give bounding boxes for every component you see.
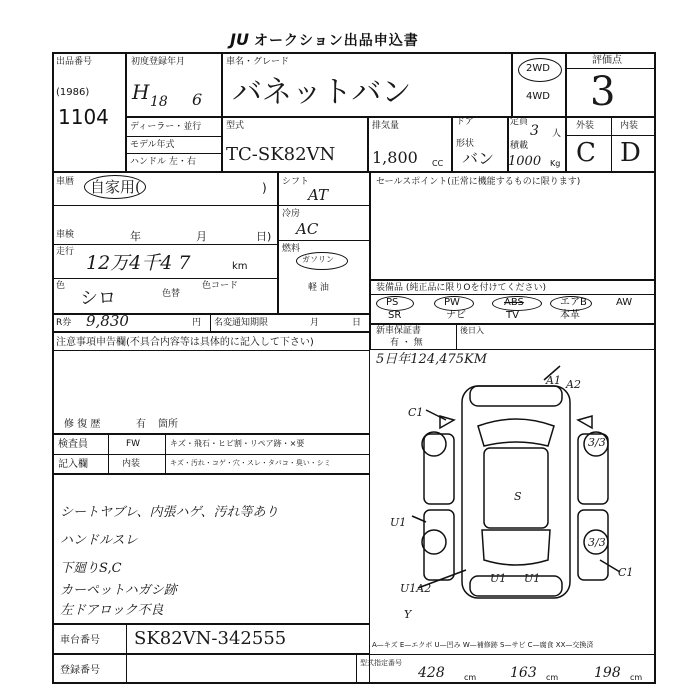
name-change-day: 日	[352, 318, 362, 328]
car-mirror-right	[578, 416, 592, 428]
damage-legend: A—キズ E—エクボ U—凹み W—補修跡 S—サビ C—腐食 XX—交換済	[372, 641, 594, 649]
recycle-value: 9,830	[86, 312, 129, 330]
dims-label: 型式指定番号	[360, 659, 402, 667]
car-windshield	[478, 419, 554, 446]
notes-line	[52, 350, 370, 351]
equipment-grid	[374, 296, 654, 322]
pointer-c1-bottom	[600, 560, 620, 572]
inspector-int: 内装	[122, 459, 141, 469]
dealer-line1	[126, 136, 222, 137]
chassis-label: 車台番号	[60, 635, 100, 646]
warranty-has: 有 ・ 無	[390, 338, 423, 348]
remark-line-1: シートヤブレ、内張ハゲ、汚れ等あり	[60, 505, 279, 520]
drive-2wd: 2WD	[526, 63, 550, 74]
car-wheel-fl	[422, 432, 446, 456]
shift-value: AT	[308, 186, 329, 204]
remark-line-3: 下廻りS,C	[60, 561, 122, 576]
mark-u1-rear-left: U1	[490, 572, 507, 585]
equip-ps: PS	[386, 297, 399, 308]
equip-aw: AW	[616, 297, 633, 308]
inspection-month: 月	[196, 230, 207, 243]
mark-c1-top: C1	[408, 406, 424, 419]
equip-sr: SR	[388, 310, 402, 321]
lot-number: 1104	[58, 105, 109, 129]
shape-label: 形状	[456, 139, 475, 149]
odometer-note: 5日年124,475KM	[376, 352, 488, 367]
warranty-end: 後日入	[460, 326, 484, 335]
warranty-divider	[456, 324, 457, 350]
repair-value: 有	[136, 419, 146, 430]
fuel-value: ガソリン	[302, 255, 334, 264]
dims-height: 198	[594, 665, 621, 681]
history-label: 車暦	[56, 177, 75, 187]
mark-rr-wheel: 3/3	[588, 536, 606, 549]
type-value: TC-SK82VN	[226, 144, 336, 165]
mark-c1-bottom: C1	[618, 566, 634, 579]
remarks-box	[52, 474, 370, 624]
brand-logo: JU	[230, 30, 249, 49]
info-line3	[52, 278, 278, 279]
car-wheel-rl	[422, 530, 446, 554]
recycle-unit: 円	[192, 318, 202, 328]
inspection-label: 車検	[56, 230, 75, 240]
mark-u1a2: U1A2	[400, 582, 432, 595]
mark-a1: A1	[546, 374, 561, 387]
mark-a2: A2	[566, 378, 581, 391]
dealer-label: ディーラー・並行	[130, 122, 202, 132]
exterior-value: C	[576, 138, 596, 168]
color-label: 色	[56, 281, 66, 291]
equipment-label: 装備品 (純正品に限りOを付けてください)	[376, 283, 546, 293]
shift-label: シフト	[282, 177, 310, 187]
score-value: 3	[590, 69, 616, 115]
shape-value: バン	[462, 149, 495, 168]
equip-navi: ナビ	[446, 310, 466, 321]
equipment-line	[370, 294, 656, 295]
pointer-c1-top	[426, 410, 446, 420]
mark-u1-left: U1	[390, 516, 407, 529]
load-value: 1000	[508, 154, 542, 169]
repair-label: 修 復 歴	[64, 419, 101, 430]
inspector-divider2	[165, 434, 166, 474]
mark-u1-rear-right: U1	[524, 572, 541, 585]
name-change-month: 月	[310, 318, 320, 328]
mark-s: S	[514, 490, 522, 503]
name-change-label: 名変通知期限	[214, 318, 269, 328]
drive-4wd: 4WD	[526, 91, 550, 102]
equip-pw: PW	[444, 297, 460, 308]
inspection-day: 日)	[256, 230, 272, 243]
inspector-int-items: キズ・汚れ・コゲ・穴・スレ・タバコ・臭い・シミ	[170, 459, 331, 467]
history-value: 自家用(	[90, 178, 141, 196]
capacity-label: 定員	[510, 117, 529, 127]
shift-line1	[278, 205, 370, 206]
dims-height-unit: cm	[630, 673, 643, 682]
fuel-diesel: 軽 油	[308, 283, 329, 293]
registration-year: 18	[150, 94, 168, 110]
doors-label: ドア	[456, 117, 474, 127]
capacity-unit: 人	[552, 129, 562, 139]
car-front-bumper	[470, 386, 562, 406]
cooling-value: AC	[296, 220, 319, 238]
warranty-label: 新車保証書	[376, 326, 422, 336]
remark-line-4: カーペットハガシ跡	[60, 583, 177, 598]
inspector-label1: 検査員	[58, 439, 88, 450]
displacement-value: 1,800	[372, 148, 418, 167]
inspector-label2: 記入欄	[58, 459, 88, 470]
recycle-label: R券	[56, 318, 72, 328]
handle-label: ハンドル 左・右	[130, 157, 196, 167]
condition-line	[566, 135, 656, 136]
displacement-unit: CC	[432, 159, 444, 168]
capacity-value: 3	[530, 123, 539, 139]
remark-line-5: 左ドアロック不良	[60, 603, 164, 618]
model-name-value: バネットバン	[232, 75, 412, 110]
notes-label: 注意事項申告欄(不具合内容等は具体的に記入して下さい)	[56, 337, 314, 348]
car-roof	[484, 448, 548, 528]
exterior-label: 外装	[576, 121, 595, 131]
cooling-label: 冷房	[282, 209, 301, 219]
dims-length-unit: cm	[464, 673, 477, 682]
inspector-fw: FW	[126, 439, 141, 449]
chassis-value: SK82VN-342555	[134, 628, 287, 649]
inspector-fw-items: キズ・飛石・ヒビ割・リペア跡・×要	[170, 439, 305, 448]
plate-label: 登録番号	[60, 665, 100, 676]
car-left-rear-side	[424, 510, 454, 580]
inspector-line	[52, 454, 370, 455]
model-year-label: モデル年式	[130, 140, 175, 150]
dims-length: 428	[418, 665, 445, 681]
history-close: )	[262, 181, 267, 195]
type-label: 型式	[226, 121, 245, 131]
lot-year-code: (1986)	[56, 87, 90, 98]
sales-point-box	[370, 172, 656, 280]
repair-suffix: 箇所	[158, 419, 178, 430]
history-value-circle	[84, 175, 146, 199]
car-rear-window	[482, 530, 550, 565]
condition-divider	[611, 117, 612, 172]
info-line2	[52, 244, 278, 245]
load-unit: Kg	[550, 159, 561, 168]
remark-line-2: ハンドルスレ	[60, 533, 138, 548]
interior-value: D	[620, 138, 641, 168]
mileage-unit: km	[232, 261, 248, 272]
equip-airbag: エアB	[560, 297, 587, 308]
mark-y: Y	[404, 608, 412, 621]
mileage-value: 12万4千4 7	[86, 252, 191, 274]
mileage-label: 走行	[56, 247, 75, 257]
equip-tv: TV	[506, 310, 519, 321]
equip-abs: ABS	[504, 297, 524, 308]
form-title: オークション出品申込書	[254, 33, 419, 49]
fuel-label: 燃料	[282, 244, 301, 254]
car-damage-diagram	[370, 350, 656, 630]
displacement-label: 排気量	[372, 121, 400, 131]
lot-label: 出品番号	[56, 57, 93, 67]
color-value: シロ	[80, 288, 116, 309]
sales-point-label: セールスポイント(正常に機能するものに限ります)	[376, 177, 581, 187]
color-change-label: 色替	[162, 289, 181, 299]
inspection-year: 年	[130, 230, 141, 243]
dims-width: 163	[510, 665, 537, 681]
shift-line2	[278, 240, 370, 241]
load-label: 積載	[510, 141, 529, 151]
score-label: 評価点	[592, 55, 622, 66]
inspector-divider1	[108, 434, 109, 474]
model-name-label: 車名・グレード	[226, 57, 290, 67]
mark-fr-wheel: 3/3	[588, 436, 606, 449]
car-left-front-side	[424, 434, 454, 504]
interior-label: 内装	[620, 121, 639, 131]
registration-era: H	[132, 80, 150, 104]
color-code-label: 色コード	[202, 281, 239, 291]
info-line1	[52, 205, 278, 206]
registration-label: 初度登録年月	[131, 57, 186, 67]
car-rear-bumper	[470, 576, 562, 596]
recycle-divider	[210, 314, 211, 332]
form-header	[230, 30, 470, 48]
dims-width-unit: cm	[546, 673, 559, 682]
equip-leather: 本革	[560, 310, 580, 321]
dealer-line2	[126, 153, 222, 154]
registration-month: 6	[192, 90, 203, 109]
